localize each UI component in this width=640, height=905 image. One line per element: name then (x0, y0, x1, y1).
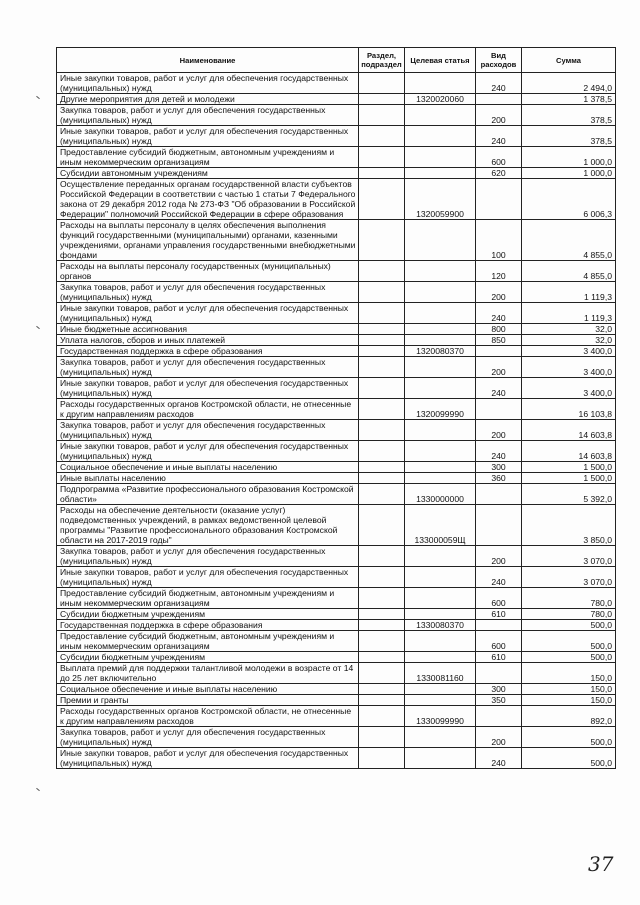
row-target-cell (405, 105, 476, 126)
row-type-cell (476, 484, 522, 505)
row-section-cell (359, 420, 405, 441)
row-target-cell (405, 473, 476, 484)
row-section-cell (359, 105, 405, 126)
row-name-cell: Премии и гранты (57, 695, 359, 706)
row-section-cell (359, 652, 405, 663)
header-section: Раздел, подраздел (359, 48, 405, 73)
row-type-cell: 620 (476, 168, 522, 179)
row-sum-cell: 500,0 (522, 620, 616, 631)
row-section-cell (359, 588, 405, 609)
row-sum-cell: 16 103,8 (522, 399, 616, 420)
header-name: Наименование (57, 48, 359, 73)
row-sum-cell: 32,0 (522, 324, 616, 335)
row-type-cell: 200 (476, 282, 522, 303)
table-row (57, 420, 616, 441)
row-type-cell: 300 (476, 462, 522, 473)
row-type-cell: 600 (476, 588, 522, 609)
row-sum-cell: 14 603,8 (522, 420, 616, 441)
row-target-cell (405, 631, 476, 652)
row-name-cell: Предоставление субсидий бюджетным, автономным учреждениям и иным некоммерческим организациям (57, 588, 359, 609)
row-name-cell: Предоставление субсидий бюджетным, автономным учреждениям и иным некоммерческим организациям (57, 631, 359, 652)
row-name-cell: Расходы на выплаты персоналу государственных (муниципальных) органов (57, 261, 359, 282)
row-sum-cell: 4 855,0 (522, 220, 616, 261)
table-row (57, 505, 616, 546)
row-sum-cell: 1 378,5 (522, 94, 616, 105)
row-section-cell (359, 346, 405, 357)
row-type-cell: 350 (476, 695, 522, 706)
table-row (57, 324, 616, 335)
row-sum-cell: 3 400,0 (522, 346, 616, 357)
row-name-cell: Закупка товаров, работ и услуг для обеспечения государственных (муниципальных) нужд (57, 420, 359, 441)
row-target-cell (405, 684, 476, 695)
row-target-cell (405, 567, 476, 588)
row-name-cell: Закупка товаров, работ и услуг для обеспечения государственных (муниципальных) нужд (57, 357, 359, 378)
row-type-cell (476, 179, 522, 220)
row-section-cell (359, 335, 405, 346)
row-section-cell (359, 441, 405, 462)
page-number: 37 (588, 852, 614, 876)
row-sum-cell: 378,5 (522, 105, 616, 126)
table-header-row (57, 48, 616, 73)
row-type-cell: 240 (476, 748, 522, 769)
header-sum: Сумма (522, 48, 616, 73)
row-target-cell (405, 147, 476, 168)
row-name-cell: Предоставление субсидий бюджетным, автономным учреждениям и иным некоммерческим организациям (57, 147, 359, 168)
row-section-cell (359, 94, 405, 105)
row-section-cell (359, 378, 405, 399)
row-target-cell: 1320080370 (405, 346, 476, 357)
row-name-cell: Осуществление переданных органам государственной власти субъектов Российской Федерации в соответствии с частью 1 статьи 7 Федерального закона от 29 декабря 2012 года № 273-ФЗ "Об образовании в Российской Федерации" полномочий Российской Федерации в сфере образования (57, 179, 359, 220)
row-section-cell (359, 620, 405, 631)
row-sum-cell: 500,0 (522, 631, 616, 652)
row-target-cell (405, 168, 476, 179)
row-type-cell (476, 505, 522, 546)
row-name-cell: Социальное обеспечение и иные выплаты населению (57, 462, 359, 473)
row-target-cell (405, 220, 476, 261)
table-row (57, 179, 616, 220)
row-type-cell: 200 (476, 105, 522, 126)
row-target-cell (405, 126, 476, 147)
row-name-cell: Расходы государственных органов Костромской области, не отнесенные к другим направлениям расходов (57, 399, 359, 420)
row-section-cell (359, 473, 405, 484)
row-sum-cell: 1 119,3 (522, 282, 616, 303)
row-type-cell: 240 (476, 567, 522, 588)
row-section-cell (359, 663, 405, 684)
header-type: Вид расходов (476, 48, 522, 73)
row-sum-cell: 780,0 (522, 588, 616, 609)
row-sum-cell: 500,0 (522, 652, 616, 663)
row-name-cell: Выплата премий для поддержки талантливой молодежи в возрасте от 14 до 25 лет включительно (57, 663, 359, 684)
row-section-cell (359, 748, 405, 769)
row-name-cell: Иные закупки товаров, работ и услуг для обеспечения государственных (муниципальных) нужд (57, 567, 359, 588)
row-type-cell: 610 (476, 652, 522, 663)
margin-mark (36, 326, 40, 329)
row-sum-cell: 5 392,0 (522, 484, 616, 505)
row-type-cell: 240 (476, 378, 522, 399)
row-name-cell: Иные закупки товаров, работ и услуг для обеспечения государственных (муниципальных) нужд (57, 748, 359, 769)
row-sum-cell: 1 500,0 (522, 462, 616, 473)
row-section-cell (359, 324, 405, 335)
row-target-cell (405, 357, 476, 378)
row-section-cell (359, 220, 405, 261)
table-row (57, 261, 616, 282)
table-row (57, 631, 616, 652)
row-sum-cell: 2 494,0 (522, 73, 616, 94)
table-row (57, 335, 616, 346)
row-type-cell (476, 346, 522, 357)
row-sum-cell: 4 855,0 (522, 261, 616, 282)
table-row (57, 346, 616, 357)
row-sum-cell: 780,0 (522, 609, 616, 620)
table-row (57, 441, 616, 462)
row-section-cell (359, 484, 405, 505)
row-section-cell (359, 727, 405, 748)
row-type-cell (476, 706, 522, 727)
row-section-cell (359, 399, 405, 420)
table-row (57, 684, 616, 695)
row-target-cell: 1330080370 (405, 620, 476, 631)
row-sum-cell: 3 400,0 (522, 378, 616, 399)
row-target-cell (405, 546, 476, 567)
row-sum-cell: 150,0 (522, 663, 616, 684)
row-name-cell: Подпрограмма «Развитие профессионального образования Костромской области» (57, 484, 359, 505)
margin-mark (36, 788, 40, 791)
table-row (57, 748, 616, 769)
row-name-cell: Закупка товаров, работ и услуг для обеспечения государственных (муниципальных) нужд (57, 546, 359, 567)
table-row (57, 546, 616, 567)
row-section-cell (359, 261, 405, 282)
row-target-cell (405, 462, 476, 473)
budget-table (56, 47, 616, 769)
row-type-cell: 240 (476, 73, 522, 94)
row-sum-cell: 32,0 (522, 335, 616, 346)
row-target-cell (405, 609, 476, 620)
row-section-cell (359, 168, 405, 179)
row-name-cell: Социальное обеспечение и иные выплаты населению (57, 684, 359, 695)
table-row (57, 303, 616, 324)
table-row (57, 727, 616, 748)
table-row (57, 473, 616, 484)
row-target-cell (405, 695, 476, 706)
row-name-cell: Субсидии автономным учреждениям (57, 168, 359, 179)
row-type-cell: 240 (476, 441, 522, 462)
table-row (57, 105, 616, 126)
row-section-cell (359, 505, 405, 546)
table-row (57, 706, 616, 727)
row-name-cell: Государственная поддержка в сфере образования (57, 346, 359, 357)
row-section-cell (359, 567, 405, 588)
row-type-cell: 100 (476, 220, 522, 261)
row-sum-cell: 892,0 (522, 706, 616, 727)
row-sum-cell: 3 400,0 (522, 357, 616, 378)
row-target-cell (405, 378, 476, 399)
row-section-cell (359, 631, 405, 652)
row-sum-cell: 500,0 (522, 748, 616, 769)
row-type-cell: 850 (476, 335, 522, 346)
table-body (57, 73, 616, 769)
row-section-cell (359, 695, 405, 706)
row-section-cell (359, 706, 405, 727)
row-sum-cell: 500,0 (522, 727, 616, 748)
row-target-cell: 1320020060 (405, 94, 476, 105)
row-target-cell: 1320099990 (405, 399, 476, 420)
row-section-cell (359, 609, 405, 620)
row-sum-cell: 1 500,0 (522, 473, 616, 484)
row-sum-cell: 150,0 (522, 695, 616, 706)
row-name-cell: Уплата налогов, сборов и иных платежей (57, 335, 359, 346)
row-type-cell (476, 663, 522, 684)
row-section-cell (359, 73, 405, 94)
row-target-cell: 1330000000 (405, 484, 476, 505)
table-row (57, 567, 616, 588)
row-section-cell (359, 179, 405, 220)
row-target-cell: 133000059Щ (405, 505, 476, 546)
row-target-cell (405, 261, 476, 282)
table-row (57, 695, 616, 706)
row-name-cell: Субсидии бюджетным учреждениям (57, 652, 359, 663)
row-target-cell (405, 324, 476, 335)
row-type-cell: 200 (476, 420, 522, 441)
table-row (57, 378, 616, 399)
row-section-cell (359, 126, 405, 147)
table-row (57, 462, 616, 473)
row-target-cell: 1330099990 (405, 706, 476, 727)
row-name-cell: Иные закупки товаров, работ и услуг для обеспечения государственных (муниципальных) нужд (57, 73, 359, 94)
row-sum-cell: 6 006,3 (522, 179, 616, 220)
table-row (57, 147, 616, 168)
row-type-cell: 200 (476, 727, 522, 748)
table-row (57, 357, 616, 378)
row-sum-cell: 1 000,0 (522, 147, 616, 168)
row-target-cell (405, 748, 476, 769)
row-name-cell: Иные бюджетные ассигнования (57, 324, 359, 335)
row-target-cell: 1320059900 (405, 179, 476, 220)
table-row (57, 484, 616, 505)
row-sum-cell: 1 000,0 (522, 168, 616, 179)
table-row (57, 73, 616, 94)
table-row (57, 663, 616, 684)
row-sum-cell: 378,5 (522, 126, 616, 147)
table-row (57, 168, 616, 179)
row-name-cell: Расходы на выплаты персоналу в целях обеспечения выполнения функций государственными (муниципальными) органами, казенными учреждениями, органами управления государственными внебюджетными фондами (57, 220, 359, 261)
row-type-cell: 240 (476, 126, 522, 147)
row-target-cell (405, 652, 476, 663)
table-row (57, 220, 616, 261)
row-target-cell (405, 441, 476, 462)
row-section-cell (359, 147, 405, 168)
table-row (57, 652, 616, 663)
row-type-cell: 200 (476, 546, 522, 567)
row-section-cell (359, 357, 405, 378)
row-name-cell: Другие мероприятия для детей и молодежи (57, 94, 359, 105)
row-name-cell: Закупка товаров, работ и услуг для обеспечения государственных (муниципальных) нужд (57, 727, 359, 748)
row-type-cell: 120 (476, 261, 522, 282)
row-name-cell: Иные закупки товаров, работ и услуг для обеспечения государственных (муниципальных) нужд (57, 303, 359, 324)
table-row (57, 126, 616, 147)
row-name-cell: Закупка товаров, работ и услуг для обеспечения государственных (муниципальных) нужд (57, 105, 359, 126)
row-target-cell (405, 335, 476, 346)
table-row (57, 94, 616, 105)
row-type-cell (476, 399, 522, 420)
row-name-cell: Расходы на обеспечение деятельности (оказание услуг) подведомственных учреждений, в рамках ведомственной целевой программы "Развитие профессионального образования Костромской области на 2017-2019 годы" (57, 505, 359, 546)
row-name-cell: Иные закупки товаров, работ и услуг для обеспечения государственных (муниципальных) нужд (57, 126, 359, 147)
row-name-cell: Иные закупки товаров, работ и услуг для обеспечения государственных (муниципальных) нужд (57, 378, 359, 399)
table-row (57, 282, 616, 303)
row-name-cell: Иные выплаты населению (57, 473, 359, 484)
row-sum-cell: 3 850,0 (522, 505, 616, 546)
row-target-cell (405, 303, 476, 324)
row-section-cell (359, 462, 405, 473)
row-type-cell: 800 (476, 324, 522, 335)
row-section-cell (359, 303, 405, 324)
row-type-cell: 600 (476, 631, 522, 652)
row-sum-cell: 3 070,0 (522, 546, 616, 567)
row-type-cell (476, 620, 522, 631)
row-name-cell: Расходы государственных органов Костромской области, не отнесенные к другим направлениям расходов (57, 706, 359, 727)
row-name-cell: Субсидии бюджетным учреждениям (57, 609, 359, 620)
row-section-cell (359, 546, 405, 567)
row-type-cell: 240 (476, 303, 522, 324)
table-row (57, 620, 616, 631)
row-target-cell (405, 420, 476, 441)
row-type-cell: 200 (476, 357, 522, 378)
row-sum-cell: 3 070,0 (522, 567, 616, 588)
row-type-cell: 300 (476, 684, 522, 695)
table-row (57, 609, 616, 620)
row-section-cell (359, 282, 405, 303)
row-type-cell: 610 (476, 609, 522, 620)
row-sum-cell: 1 119,3 (522, 303, 616, 324)
row-target-cell (405, 588, 476, 609)
row-target-cell (405, 727, 476, 748)
header-target: Целевая статья (405, 48, 476, 73)
table-row (57, 588, 616, 609)
row-target-cell: 1330081160 (405, 663, 476, 684)
row-name-cell: Закупка товаров, работ и услуг для обеспечения государственных (муниципальных) нужд (57, 282, 359, 303)
row-type-cell: 360 (476, 473, 522, 484)
row-name-cell: Иные закупки товаров, работ и услуг для обеспечения государственных (муниципальных) нужд (57, 441, 359, 462)
row-section-cell (359, 684, 405, 695)
row-target-cell (405, 282, 476, 303)
row-name-cell: Государственная поддержка в сфере образования (57, 620, 359, 631)
margin-mark (36, 96, 40, 99)
row-type-cell (476, 94, 522, 105)
row-type-cell: 600 (476, 147, 522, 168)
row-sum-cell: 150,0 (522, 684, 616, 695)
row-target-cell (405, 73, 476, 94)
table-row (57, 399, 616, 420)
row-sum-cell: 14 603,8 (522, 441, 616, 462)
